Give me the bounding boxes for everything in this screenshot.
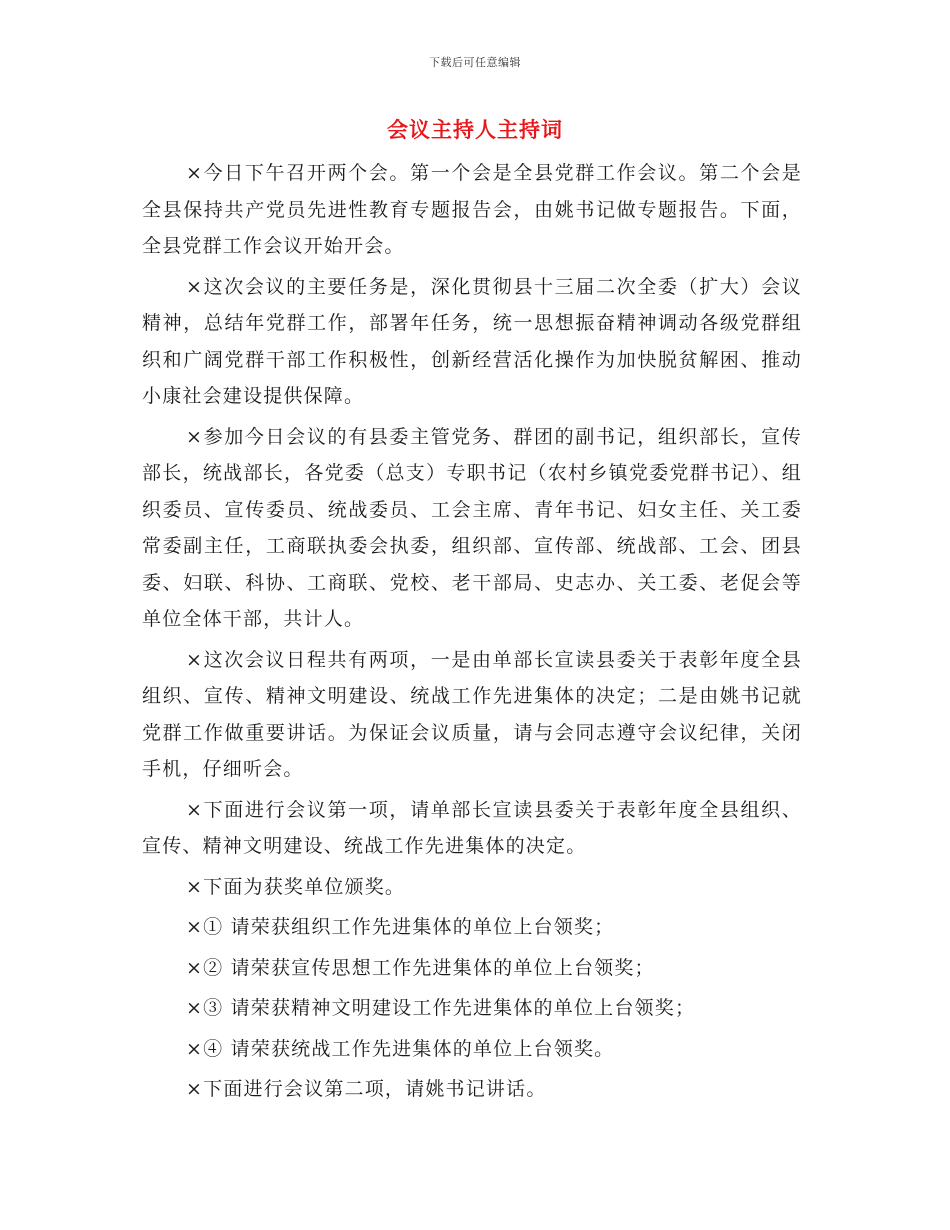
paragraph-opening: ×今日下午召开两个会。第一个会是全县党群工作会议。第二个会是全县保持共产党员先进性教育专题报告会，由姚书记做专题报告。下面，全县党群工作会议开始开会。	[142, 162, 802, 257]
line-second-item: ×下面进行会议第二项，请姚书记讲话。	[186, 1078, 547, 1100]
paragraph-first-item: ×下面进行会议第一项，请单部长宣读县委关于表彰年度全县组织、宣传、精神文明建设、统战工作先进集体的决定。	[142, 798, 802, 857]
line-award-1: ×① 请荣获组织工作先进集体的单位上台领奖；	[186, 916, 615, 938]
line-award-4: ×④ 请荣获统战工作先进集体的单位上台领奖。	[186, 1037, 615, 1060]
paragraph-attendees: ×参加今日会议的有县委主管党务、群团的副书记，组织部长，宣传部长，统战部长，各党委（总支）专职书记（农村乡镇党委党群书记）、组织委员、宣传委员、统战委员、工会主席、青年书记、妇女主任、关工委常委副主任，工商联执委会执委，组织部、宣传部、统战部、工会、团县委、妇联、科协、工商联、党校、老干部局、史志办、关工委、老促会等单位全体干部，共计人。	[142, 425, 802, 630]
line-award-3: ×③ 请荣获精神文明建设工作先进集体的单位上台领奖；	[186, 997, 696, 1019]
document-body	[142, 155, 802, 1112]
line-award-2: ×② 请荣获宣传思想工作先进集体的单位上台领奖；	[186, 956, 655, 979]
line-award-intro: ×下面为获奖单位颁奖。	[186, 875, 406, 898]
header-note: 下载后可任意编辑	[429, 56, 521, 69]
paragraph-main-task: ×这次会议的主要任务是，深化贯彻县十三届二次全委（扩大）会议精神，总结年党群工作，部署年任务，统一思想振奋精神调动各级党群组织和广阔党群干部工作积极性，创新经营活化操作为加快脱贫解困、推动小康社会建设提供保障。	[142, 275, 802, 407]
paragraph-agenda: ×这次会议日程共有两项，一是由单部长宣读县委关于表彰年度全县组织、宣传、精神文明建设、统战工作先进集体的决定；二是由姚书记就党群工作做重要讲话。为保证会议质量，请与会同志遵守会议纪律，关闭手机，仔细听会。	[142, 648, 802, 780]
document-title: 会议主持人主持词	[387, 117, 563, 142]
